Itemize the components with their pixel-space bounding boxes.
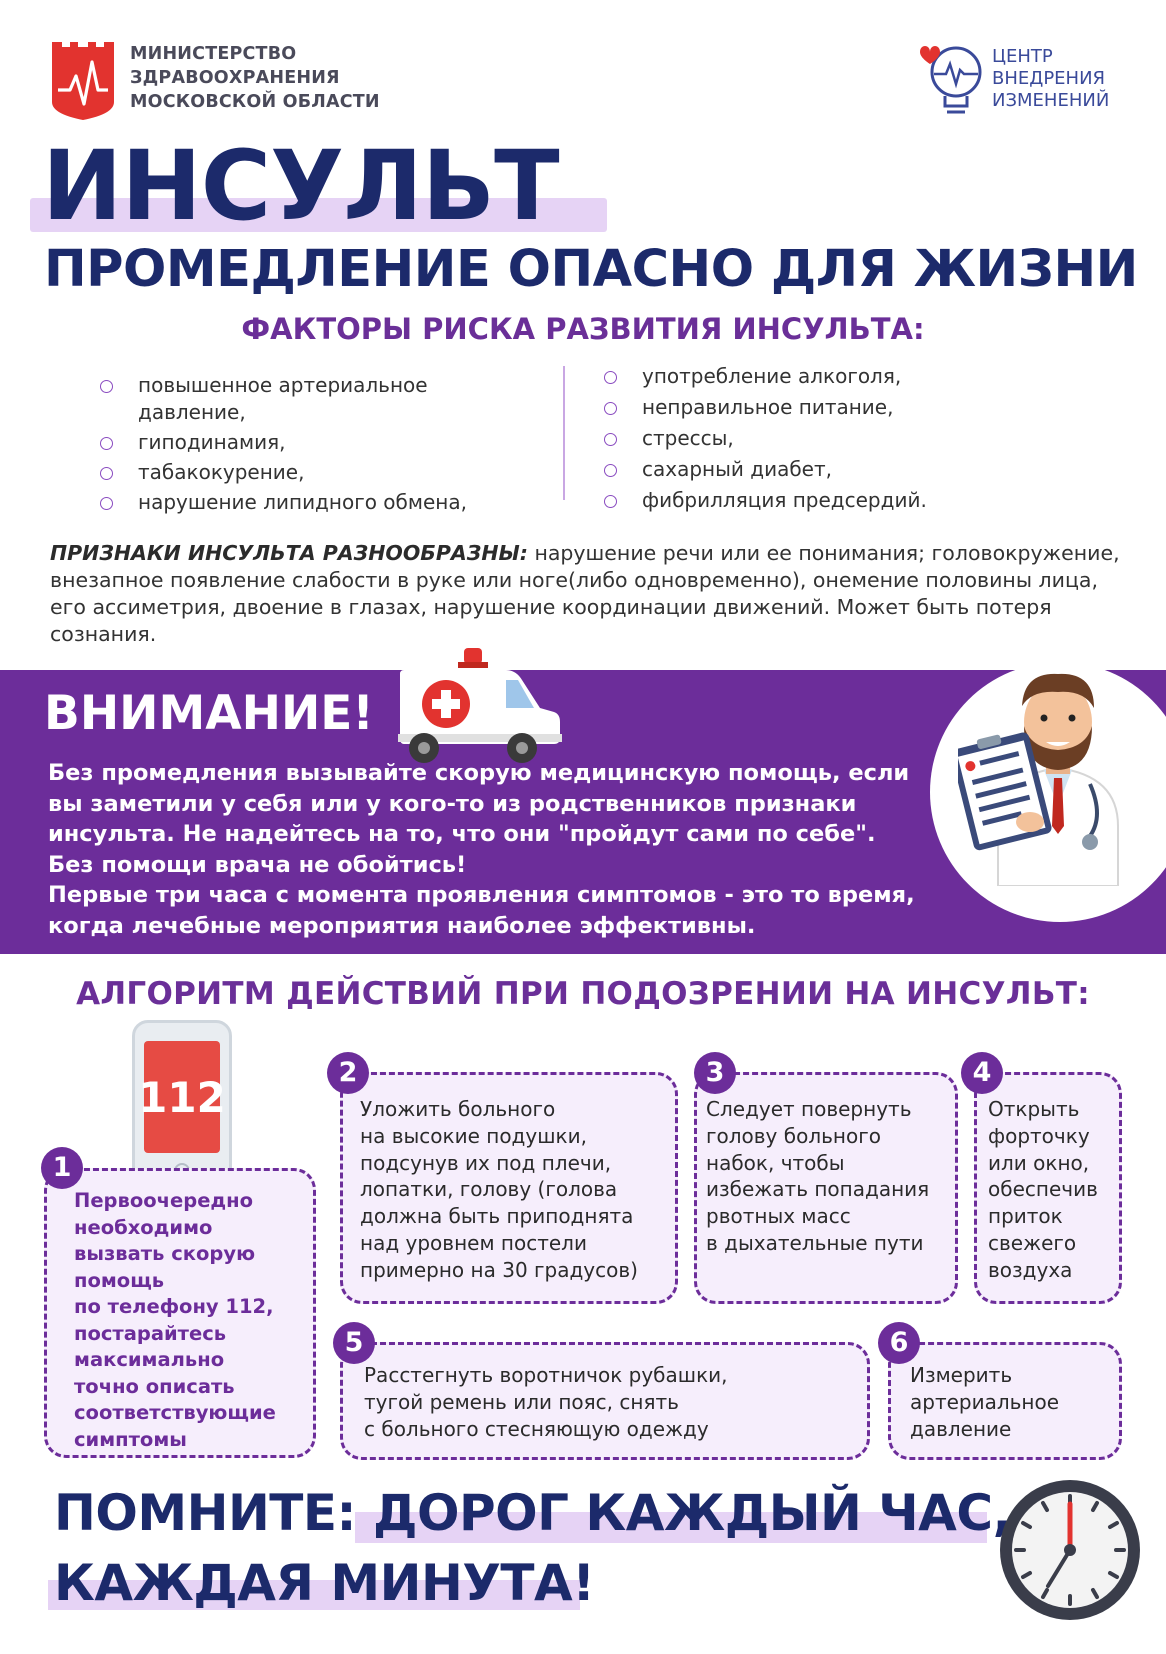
attention-line: когда лечебные мероприятия наиболее эффективны. bbox=[48, 912, 756, 939]
step-4-text: Открыть форточку или окно, обеспечив приток свежего воздуха bbox=[988, 1097, 1098, 1282]
center-name bbox=[992, 46, 1109, 112]
center-line: ИЗМЕНЕНИЙ bbox=[992, 90, 1110, 111]
step-5-text: Расстегнуть воротничок рубашки, тугой ремень или пояс, снять с больного стесняющую одежду bbox=[364, 1363, 728, 1441]
ministry-emblem-icon bbox=[50, 40, 116, 122]
list-item: нарушение липидного обмена, bbox=[100, 489, 540, 516]
ministry-line: ЗДРАВООХРАНЕНИЯ bbox=[130, 68, 340, 88]
bullet-icon bbox=[604, 402, 617, 415]
attention-heading: ВНИМАНИЕ! bbox=[44, 686, 374, 741]
step-1-number: 1 bbox=[41, 1147, 83, 1189]
attention-line: вы заметили у себя или у кого-то из родственников признаки bbox=[48, 790, 857, 817]
bullet-icon bbox=[604, 433, 617, 446]
signs-label: ПРИЗНАКИ ИНСУЛЬТА РАЗНООБРАЗНЫ: bbox=[50, 541, 528, 565]
heart-lightbulb-icon bbox=[912, 40, 992, 120]
bullet-icon bbox=[604, 495, 617, 508]
step-3-text: Следует повернуть голову больного набок, чтобы избежать попадания рвотных масс в дыхательные пути bbox=[706, 1097, 930, 1255]
footer-line-1: ПОМНИТЕ: ДОРОГ КАЖДЫЙ ЧАС, bbox=[54, 1484, 1012, 1542]
list-item: табакокурение, bbox=[100, 459, 540, 486]
bullet-icon bbox=[100, 467, 113, 480]
attention-line: инсульта. Не надейтесь на то, что они "пройдут сами по себе". bbox=[48, 821, 876, 847]
list-item: неправильное питание, bbox=[604, 394, 1074, 421]
list-item: стрессы, bbox=[604, 425, 1074, 452]
bullet-icon bbox=[100, 497, 113, 510]
step-2-number: 2 bbox=[327, 1052, 369, 1094]
footer-line-2: КАЖДАЯ МИНУТА! bbox=[54, 1554, 595, 1612]
list-item: гиподинамия, bbox=[100, 429, 540, 456]
risk-list-right bbox=[604, 363, 1074, 514]
step-4-number: 4 bbox=[961, 1052, 1003, 1094]
attention-line: Без промедления вызывайте скорую медицинскую помощь, если bbox=[48, 760, 910, 786]
center-line: ЦЕНТР bbox=[992, 46, 1053, 67]
bullet-icon bbox=[100, 380, 113, 393]
step-6-number: 6 bbox=[878, 1322, 920, 1364]
phone-number: 112 bbox=[138, 1073, 226, 1122]
list-item: сахарный диабет, bbox=[604, 456, 1074, 483]
list-item: фибрилляция предсердий. bbox=[604, 487, 1074, 514]
step-2-text: Уложить больного на высокие подушки, подсунув их под плечи, лопатки, голову (голова должна быть приподнята над уровнем постели примерно на 30 градусов) bbox=[360, 1097, 638, 1282]
signs-text: нарушение речи или ее понимания; головокружение, внезапное появление слабости в руке или ноге(либо одновременно), онемение половины лица, его ассиметрия, двоение в глазах, нарушение координации движений. Может быть потеря сознания. bbox=[50, 541, 1120, 646]
clock-icon bbox=[996, 1476, 1144, 1624]
algorithm-heading: АЛГОРИТМ ДЕЙСТВИЙ ПРИ ПОДОЗРЕНИИ НА ИНСУЛЬТ: bbox=[76, 976, 1090, 1012]
step-6-text: Измерить артериальное давление bbox=[910, 1363, 1060, 1441]
ambulance-icon bbox=[398, 646, 566, 766]
step-5-number: 5 bbox=[333, 1322, 375, 1364]
ministry-line: МИНИСТЕРСТВО bbox=[130, 44, 297, 64]
risk-factors-heading: ФАКТОРЫ РИСКА РАЗВИТИЯ ИНСУЛЬТА: bbox=[241, 312, 925, 346]
bullet-icon bbox=[604, 371, 617, 384]
center-line: ВНЕДРЕНИЯ bbox=[992, 68, 1106, 89]
stroke-signs-paragraph bbox=[50, 540, 1130, 648]
page-subtitle: ПРОМЕДЛЕНИЕ ОПАСНО ДЛЯ ЖИЗНИ bbox=[44, 240, 1138, 299]
attention-line: Без помощи врача не обойтись! bbox=[48, 851, 467, 878]
ministry-line: МОСКОВСКОЙ ОБЛАСТИ bbox=[130, 92, 380, 112]
risk-list-left bbox=[100, 372, 540, 516]
list-item: повышенное артериальное давление, bbox=[100, 372, 540, 426]
attention-line: Первые три часа с момента проявления симптомов - это то время, bbox=[48, 882, 915, 908]
step-3-number: 3 bbox=[694, 1052, 736, 1094]
ministry-name bbox=[130, 42, 380, 114]
attention-text bbox=[48, 758, 1128, 941]
footer-message bbox=[54, 1478, 1011, 1618]
list-item: употребление алкоголя, bbox=[604, 363, 1074, 390]
bullet-icon bbox=[100, 437, 113, 450]
phone-illustration bbox=[132, 1020, 232, 1184]
step-1-text: Первоочередно необходимо вызвать скорую помощь по телефону 112, постарайтесь максимально точно описать соответствующие симптомы bbox=[74, 1189, 276, 1451]
list-divider bbox=[563, 366, 565, 500]
bullet-icon bbox=[604, 464, 617, 477]
page-title: ИНСУЛЬТ bbox=[42, 130, 559, 242]
